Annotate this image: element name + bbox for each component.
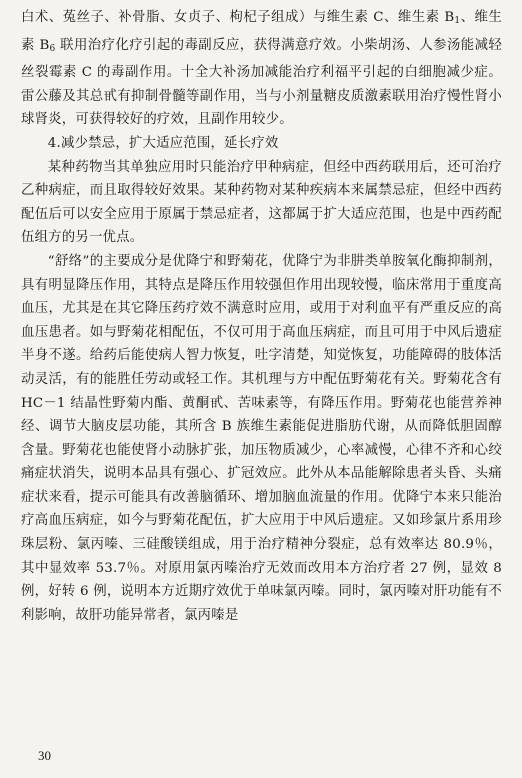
- paragraph: [21, 250, 502, 628]
- paragraph: [21, 6, 502, 132]
- subscript: 6: [49, 43, 56, 54]
- text-run: “舒络”的主要成分是优降宁和野菊花，优降宁为非肼类单胺氧化酶抑制剂，具有明显降压作用，其特点是降压作用较强但作用出现较慢，临床常用于重度高血压，尤其是在其它降压药疗效不满意时应用，或用于对利血平有严重反应的高血压患者。如与野菊花相配伍，不仅可用于高血压病症，而且可用于中风后遗症半身不遂。给药后能使病人智力恢复，吐字清楚，知觉恢复，功能障碍的肢体活动灵活，有的能胜任劳动或轻工作。其机理与方中配伍野菊花有关。野菊花含有 HC－1 结晶性野菊内酯、黄酮甙、苦味素等，有降压作用。野菊花也能营养神经、调节大脑皮层功能，其所含 B 族维生素能促进脂肪代谢，从而降低胆固醇含量。野菊花也能使肾小动脉扩张，加压物质减少，心率减慢，心律不齐和心绞痛症状消失，说明本品具有强心、扩冠效应。此外从本品能解除患者头昏、头痛症状来看，提示可能具有改善脑循环、增加脑血流量的作用。优降宁本来只能治疗高血压病症，如今与野菊花配伍，扩大应用于中风后遗症。又如珍氯片系用珍珠层粉、氯丙嗪、三硅酸镁组成，用于治疗精神分裂症，总有效率达 80.9％，其中显效率 53.7％。对原用氯丙嗪治疗无效而改用本方治疗者 27 例，显效 8 例，好转 6 例，说明本方近期疗效优于单味氯丙嗪。同时，氯丙嗪对肝功能有不利影响，故肝功能异常者，氯丙嗪是: [21, 253, 502, 623]
- subscript: 1: [454, 16, 461, 26]
- body-text: [21, 6, 502, 627]
- text-run: 白术、菟丝子、补骨脂、女贞子、枸杞子组成）与维生素 C、维生素 B: [21, 10, 455, 25]
- section-heading: [21, 132, 502, 156]
- page-number: 30: [38, 748, 51, 763]
- text-run: 联用治疗化疗引起的毒副反应，获得满意疗效。小柴胡汤、人参汤能减轻丝裂霉素 C 的毒副作用。十全大补汤加减能治疗利福平引起的白细胞减少症。雷公藤及其总甙有抑制骨髓等副作用，当与小剂量糖皮质激素联用治疗慢性肾小球肾炎，可获得较好的疗效，且副作用较少。: [21, 37, 503, 128]
- text-run: 4.减少禁忌，扩大适应范围，延长疗效: [47, 135, 279, 151]
- text-run: 、维生素 B: [21, 10, 502, 53]
- paragraph: [21, 156, 502, 250]
- text-run: 某种药物当其单独应用时只能治疗甲种病症，但经中西药联用后，还可治疗乙种病症，而且取得较好效果。某种药物对某种疾病本来属禁忌症，但经中西药配伍后可以安全应用于原属于禁忌症者，这都属于扩大适应范围，也是中西药配伍组方的另一优点。: [21, 159, 502, 246]
